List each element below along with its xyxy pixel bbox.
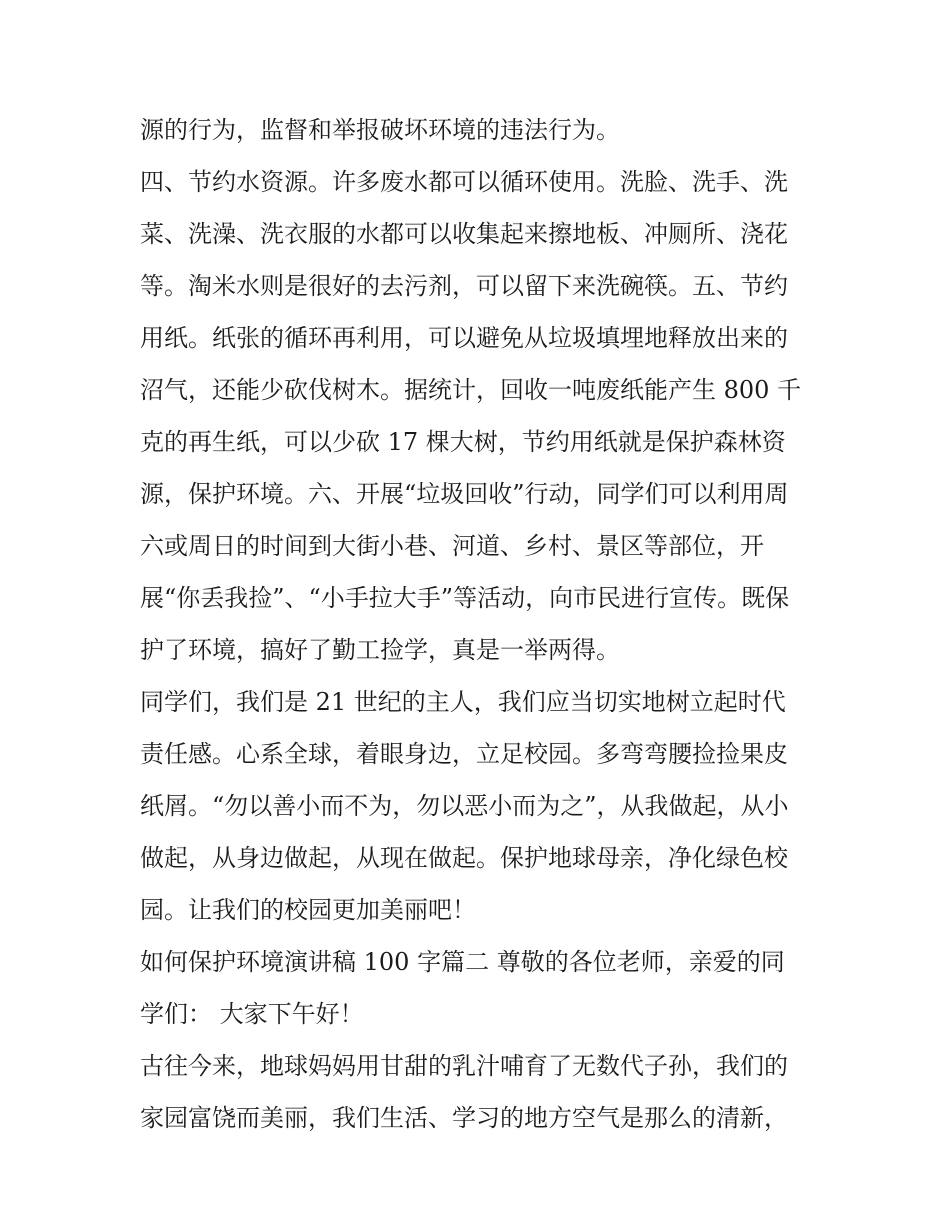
text-line: 等。淘米水则是很好的去污剂，可以留下来洗碗筷。五、节约 [140,272,788,300]
text-line: 纸屑。“勿以善小而不为，勿以恶小而为之”，从我做起，从小 [140,792,789,820]
text-line: 四、节约水资源。许多废水都可以循环使用。洗脸、洗手、洗 [140,168,788,196]
text-line: 源，保护环境。六、开展“垃圾回收”行动，同学们可以利用周 [140,480,789,508]
text-line: 克的再生纸，可以少砍 17 棵大树，节约用纸就是保护森林资 [140,428,786,456]
text-line: 用纸。纸张的循环再利用，可以避免从垃圾填埋地释放出来的 [140,324,788,352]
text-line: 古往今来，地球妈妈用甘甜的乳汁哺育了无数代子孙，我们的 [140,1052,788,1080]
text-line: 护了环境，搞好了勤工捡学，真是一举两得。 [140,636,620,664]
text-line: 责任感。心系全球，着眼身边，立足校园。多弯弯腰捡捡果皮 [140,740,788,768]
text-line: 六或周日的时间到大街小巷、河道、乡村、景区等部位，开 [140,532,764,560]
text-line: 菜、洗澡、洗衣服的水都可以收集起来擦地板、冲厕所、浇花 [140,220,788,248]
text-line: 沼气，还能少砍伐树木。据统计，回收一吨废纸能产生 800 千 [140,376,802,404]
text-line: 同学们，我们是 21 世纪的主人，我们应当切实地树立起时代 [140,688,786,716]
text-line: 展“你丢我捡”、“小手拉大手”等活动，向市民进行宣传。既保 [140,584,790,612]
text-line: 家园富饶而美丽，我们生活、学习的地方空气是那么的清新， [140,1104,788,1132]
text-line: 做起，从身边做起，从现在做起。保护地球母亲，净化绿色校 [140,844,788,872]
body-text [140,104,830,1144]
text-line: 学们： 大家下午好！ [140,1000,364,1028]
text-line: 园。让我们的校园更加美丽吧！ [140,896,476,924]
text-line: 源的行为，监督和举报破坏环境的违法行为。 [140,116,620,144]
text-line: 如何保护环境演讲稿 100 字篇二 尊敬的各位老师，亲爱的同 [140,948,785,976]
